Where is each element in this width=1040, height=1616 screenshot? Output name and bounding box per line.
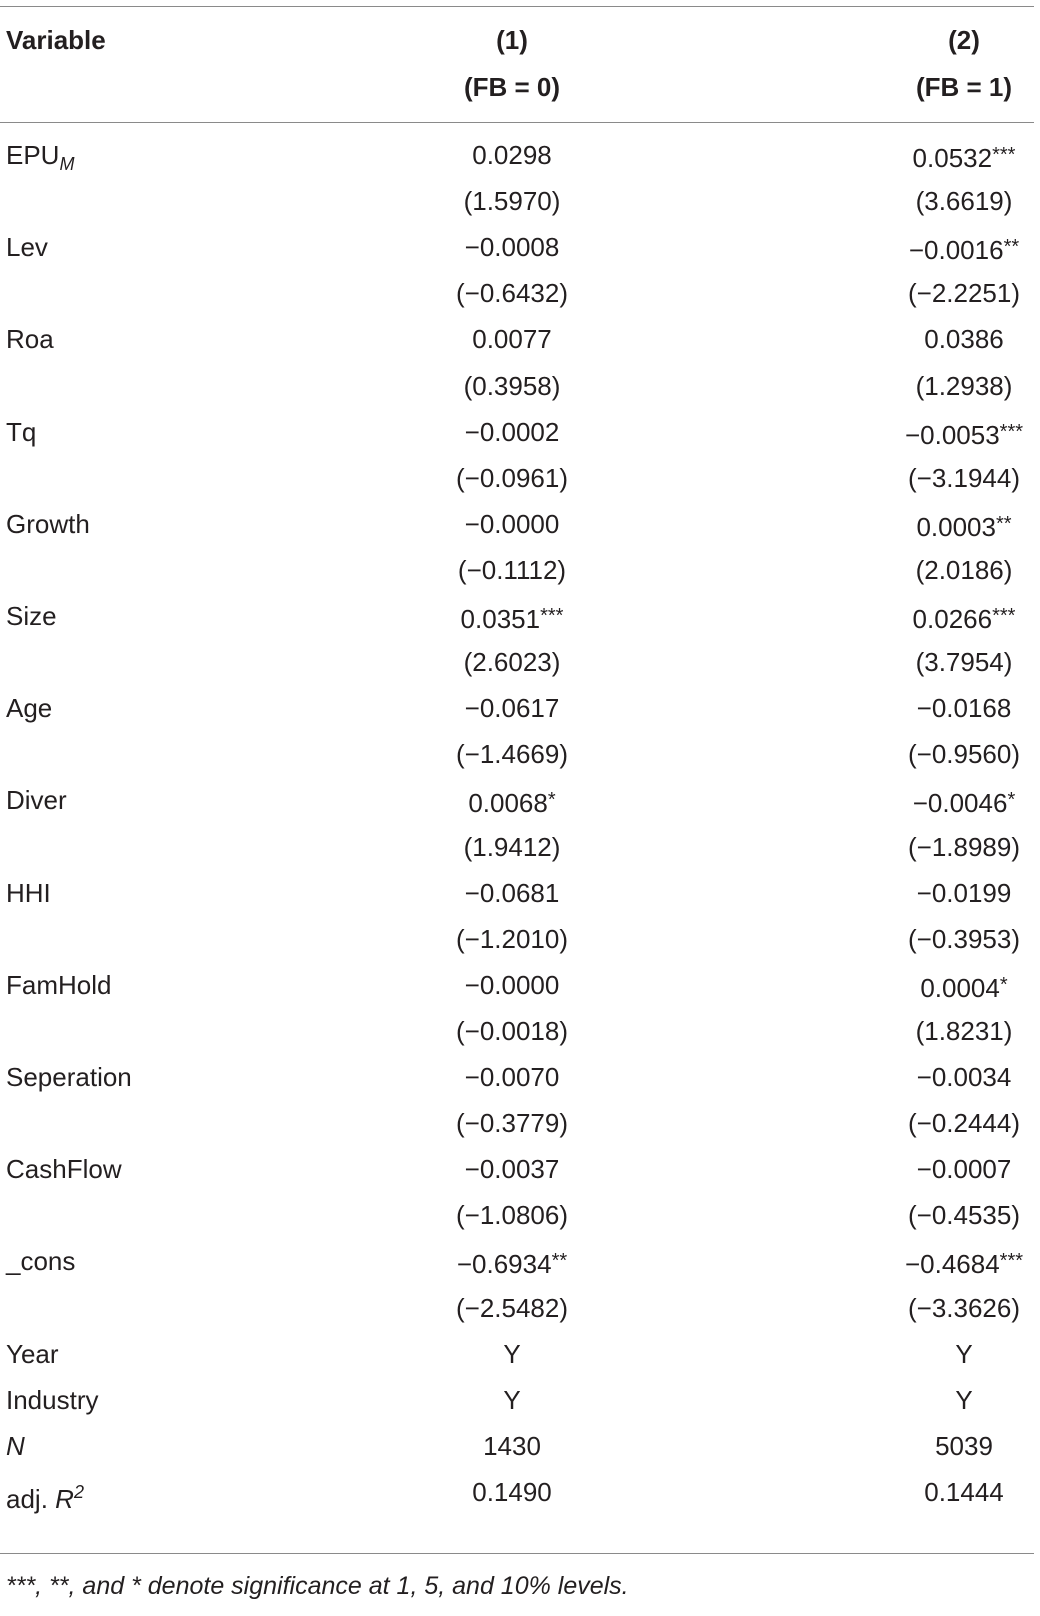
significance-stars: * xyxy=(547,789,556,812)
coef-value: 0.0068 xyxy=(468,788,548,819)
tstat-col1: (−0.0961) xyxy=(455,462,569,493)
tstat-col2: (3.6619) xyxy=(915,186,1013,217)
tstat-col1: (−0.6432) xyxy=(455,278,569,309)
tstat-col1: (−1.0806) xyxy=(455,1200,569,1231)
coef-col1 xyxy=(412,777,612,827)
summary-row xyxy=(0,1469,1040,1516)
summary-col1: Y xyxy=(503,1338,521,1369)
coef-value: −0.0002 xyxy=(464,416,560,447)
tstat-col1: (1.9412) xyxy=(463,831,561,862)
tstat-col2: (−2.2251) xyxy=(907,278,1021,309)
summary-col1: Y xyxy=(503,1384,521,1415)
coef-value: −0.0000 xyxy=(464,508,560,539)
significance-stars: *** xyxy=(992,605,1016,627)
coef-value: −0.0008 xyxy=(464,232,560,263)
coef-col2 xyxy=(864,777,1040,827)
coef-col2 xyxy=(864,316,1040,363)
coef-value: 0.0077 xyxy=(472,324,552,355)
coef-value: 0.0351 xyxy=(460,604,541,634)
tstat-col1: (1.5970) xyxy=(463,186,561,217)
row-variable-name xyxy=(6,224,48,271)
variable-label: Lev xyxy=(6,232,48,263)
table-row xyxy=(0,270,1040,317)
row-variable-name xyxy=(6,777,67,824)
significance-stars: *** xyxy=(999,420,1024,443)
row-variable-name xyxy=(6,1054,132,1101)
coef-col2 xyxy=(864,685,1040,732)
coef-value: −0.0016 xyxy=(908,235,1004,266)
row-variable-name xyxy=(6,501,90,548)
coef-col1 xyxy=(412,870,612,917)
table-row xyxy=(0,1100,1040,1147)
row-variable-name xyxy=(6,685,52,732)
table-row xyxy=(0,824,1040,871)
row-variable-name xyxy=(6,316,54,363)
table-row xyxy=(0,132,1040,179)
tstat-col2: (2.0186) xyxy=(915,554,1013,585)
coef-value: −0.0000 xyxy=(464,969,560,1000)
table-row xyxy=(0,1008,1040,1055)
summary-row xyxy=(0,1377,1040,1424)
significance-stars: ** xyxy=(551,1250,568,1273)
row-variable-name xyxy=(6,1146,122,1193)
variable-label: _cons xyxy=(6,1246,76,1277)
coef-value: −0.0168 xyxy=(916,693,1012,724)
coef-col1 xyxy=(412,1146,612,1193)
coef-col1 xyxy=(412,224,612,271)
summary-label-text: Year xyxy=(6,1338,59,1369)
variable-label: Age xyxy=(6,693,53,724)
tstat-col1: (−0.0018) xyxy=(455,1015,569,1046)
coef-col2 xyxy=(864,962,1040,1012)
coef-col1 xyxy=(412,593,612,643)
coef-col2 xyxy=(864,1238,1040,1288)
coef-value: 0.0004 xyxy=(920,972,1000,1003)
summary-label-text: Industry xyxy=(6,1384,99,1415)
coef-col1 xyxy=(412,132,612,179)
header-col1-cond: (FB = 0) xyxy=(463,72,561,102)
coef-value: −0.0046 xyxy=(912,788,1008,819)
tstat-col1: (−1.4669) xyxy=(455,739,569,770)
summary-col1: 0.1490 xyxy=(472,1476,552,1507)
table-row xyxy=(0,178,1040,225)
tstat-col2: (−0.4535) xyxy=(907,1200,1021,1231)
tstat-col2: (1.2938) xyxy=(915,370,1013,401)
coef-col2 xyxy=(864,409,1040,459)
coef-value: −0.0070 xyxy=(464,1062,560,1092)
table-row xyxy=(0,593,1040,640)
summary-label xyxy=(6,1423,25,1470)
variable-subscript: M xyxy=(59,154,75,174)
tstat-col1: (−1.2010) xyxy=(455,923,569,954)
coef-value: −0.0199 xyxy=(916,877,1012,908)
significance-stars: * xyxy=(999,973,1008,996)
coef-value: −0.0007 xyxy=(916,1154,1012,1185)
table-row xyxy=(0,685,1040,732)
table-row xyxy=(0,363,1040,410)
coef-value: −0.0053 xyxy=(904,419,1000,450)
variable-label: CashFlow xyxy=(6,1154,122,1185)
summary-label xyxy=(6,1377,99,1424)
table-row xyxy=(0,916,1040,963)
coef-col1 xyxy=(412,685,612,732)
summary-col2: Y xyxy=(955,1384,973,1415)
coef-col1 xyxy=(412,409,612,456)
coef-col2 xyxy=(864,501,1040,551)
coef-value: −0.0034 xyxy=(916,1062,1012,1092)
coef-col1 xyxy=(412,1238,612,1288)
table-row xyxy=(0,962,1040,1009)
variable-label: FamHold xyxy=(6,969,112,1000)
tstat-col2: (−3.1944) xyxy=(907,462,1021,493)
coef-col1 xyxy=(412,316,612,363)
table-footnote: ***, **, and * denote significance at 1, 5, and 10% levels. xyxy=(6,1572,629,1600)
coef-value: −0.4684 xyxy=(904,1249,1000,1280)
table-row xyxy=(0,409,1040,456)
tstat-col2: (−0.9560) xyxy=(907,739,1021,770)
coef-col2 xyxy=(864,132,1040,182)
significance-stars: *** xyxy=(540,605,564,627)
table-row xyxy=(0,870,1040,917)
coef-value: 0.0532 xyxy=(912,143,993,173)
summary-col2: 5039 xyxy=(935,1430,993,1461)
summary-col2: 0.1444 xyxy=(924,1476,1004,1507)
significance-stars: ** xyxy=(1003,236,1020,259)
significance-stars: *** xyxy=(992,144,1016,166)
variable-label: Roa xyxy=(6,324,54,355)
coef-value: 0.0266 xyxy=(912,604,993,634)
significance-stars: *** xyxy=(999,1250,1024,1273)
table-row xyxy=(0,1146,1040,1193)
variable-label: Size xyxy=(6,601,57,631)
coef-value: 0.0003 xyxy=(916,511,996,542)
summary-row xyxy=(0,1423,1040,1470)
bottom-rule xyxy=(0,1553,1034,1554)
row-variable-name xyxy=(6,962,111,1009)
coef-col2 xyxy=(864,593,1040,643)
table-row xyxy=(0,224,1040,271)
coef-col2 xyxy=(864,870,1040,917)
summary-col2: Y xyxy=(955,1338,973,1369)
coef-col1 xyxy=(412,501,612,548)
header-rule xyxy=(0,122,1034,123)
significance-stars: * xyxy=(1007,789,1016,812)
table-row xyxy=(0,455,1040,502)
tstat-col1: (−0.1112) xyxy=(457,554,567,585)
table-row xyxy=(0,731,1040,778)
top-rule xyxy=(0,6,1034,7)
variable-label: Growth xyxy=(6,508,90,539)
header-variable: Variable xyxy=(6,25,106,55)
header-col1-num: (1) xyxy=(496,25,528,55)
variable-label: HHI xyxy=(6,877,51,908)
coef-value: −0.0037 xyxy=(464,1154,560,1185)
header-col2-num: (2) xyxy=(948,25,980,55)
table-row xyxy=(0,316,1040,363)
coef-value: 0.0298 xyxy=(472,140,552,170)
tstat-col1: (−2.5482) xyxy=(455,1292,569,1323)
coef-value: 0.0386 xyxy=(924,324,1004,355)
table-row xyxy=(0,1238,1040,1285)
row-variable-name xyxy=(6,1238,75,1285)
tstat-col1: (0.3958) xyxy=(463,370,561,401)
tstat-col1: (2.6023) xyxy=(463,647,561,678)
table-row xyxy=(0,1054,1040,1101)
variable-label: EPU xyxy=(6,140,60,170)
table-row xyxy=(0,1192,1040,1239)
tstat-col2: (−3.3626) xyxy=(907,1292,1021,1323)
table-row xyxy=(0,1285,1040,1332)
table-row xyxy=(0,501,1040,548)
summary-label xyxy=(6,1469,84,1523)
tstat-col2: (1.8231) xyxy=(915,1015,1013,1046)
table-row xyxy=(0,639,1040,686)
coef-value: −0.6934 xyxy=(456,1249,552,1280)
variable-label: Diver xyxy=(6,785,67,816)
table-row xyxy=(0,777,1040,824)
header-row-1 xyxy=(0,17,1040,64)
tstat-col1: (−0.3779) xyxy=(455,1108,569,1139)
summary-row xyxy=(0,1331,1040,1378)
variable-label: Seperation xyxy=(6,1062,132,1092)
tstat-col2: (−1.8989) xyxy=(907,831,1021,862)
significance-stars: ** xyxy=(995,512,1012,535)
variable-label: Tq xyxy=(6,416,37,447)
header-col2-cond: (FB = 1) xyxy=(915,72,1013,102)
tstat-col2: (−0.3953) xyxy=(907,923,1021,954)
summary-label-text: adj. xyxy=(6,1483,56,1514)
summary-label-power: 2 xyxy=(73,1481,84,1502)
header-row-2 xyxy=(0,64,1040,111)
coef-col2 xyxy=(864,1054,1040,1101)
summary-label xyxy=(6,1331,59,1378)
table-row xyxy=(0,547,1040,594)
coef-value: −0.0617 xyxy=(464,693,560,724)
tstat-col2: (−0.2444) xyxy=(907,1108,1021,1139)
row-variable-name xyxy=(6,870,51,917)
summary-label-italic: R xyxy=(55,1483,74,1514)
coef-col1 xyxy=(412,962,612,1009)
summary-col1: 1430 xyxy=(483,1430,541,1461)
coef-col2 xyxy=(864,224,1040,274)
coef-col1 xyxy=(412,1054,612,1101)
summary-label-text: N xyxy=(6,1430,25,1461)
coef-value: −0.0681 xyxy=(464,877,560,908)
coef-col2 xyxy=(864,1146,1040,1193)
tstat-col2: (3.7954) xyxy=(915,647,1013,678)
row-variable-name xyxy=(6,409,36,456)
row-variable-name xyxy=(6,593,57,640)
